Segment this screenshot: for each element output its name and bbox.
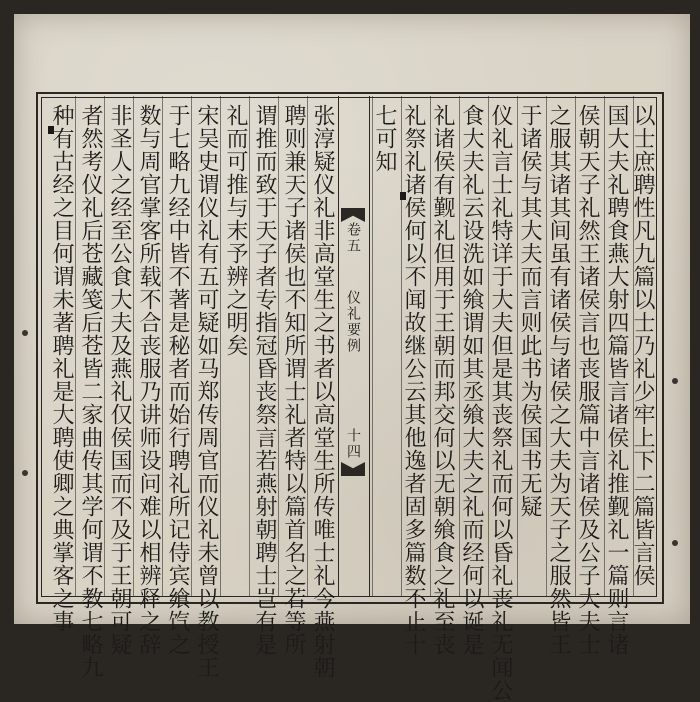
text-column: 礼而可推与末予辨之明矣 [223,104,248,357]
text-column: 七可知 [372,104,397,173]
text-column: 张淳疑仪礼非高堂生之书者以高堂生所传唯士礼今燕射朝 [310,104,335,679]
text-column: 之服其诸其间虽有诸侯与诸侯之大夫为天子之服然皆王 [546,104,571,656]
column-rule [278,96,279,596]
page-number: 十四 [345,428,361,460]
text-column: 国大夫礼聘食燕大射四篇皆言诸侯礼推觐礼一篇则言诸 [604,104,629,656]
chapter-title: 仪礼要例 [345,290,361,354]
column-rule [220,96,221,596]
column-rule [249,96,250,596]
text-column: 非圣人之经至公食大夫及燕礼仅侯国而不及于王朝可疑 [107,104,132,656]
text-column: 者然考仪礼后苍藏笺后苍皆二家曲传其学何谓不教七略九 [78,104,103,679]
text-column: 于七略九经中皆不著是秘者而始行聘礼所记侍宾飨饩之 [165,104,190,656]
text-column: 于诸侯与其大夫而言则此书为侯国书无疑 [517,104,542,518]
text-column: 数与周官掌客所载不合丧服乃讲师设问难以相辨释之辞 [136,104,161,656]
binding-hole [672,540,678,546]
text-column: 种有古经之目何谓未著聘礼是大聘使卿之典掌客之事 [49,104,74,633]
column-rule [307,96,308,596]
column-rule [162,96,163,596]
binding-hole [22,470,28,476]
text-column: 礼祭礼诸侯何以不闻故继公云其他逸者固多篇数不止十 [401,104,426,656]
volume-title: 卷五 [345,222,361,254]
text-column: 食大夫礼云设洗如飨谓如其丞飨大夫之礼而经何以诞是 [459,104,484,656]
text-column: 谓推而致于天子者专指冠昏丧祭言若燕射朝聘士岂有是 [252,104,277,656]
text-column: 侯朝天子礼然王诸侯言也丧服篇中言诸侯及公子大夫士 [575,104,600,656]
column-rule [191,96,192,596]
column-rule [75,96,76,596]
text-column: 以士庶聘性凡九篇以士乃礼少牢上下二篇皆言侯 [630,104,655,587]
text-column: 聘则兼天子诸侯也不知所谓士礼者特以篇首名之若等所 [281,104,306,656]
column-rule [104,96,105,596]
binding-hole [672,378,678,384]
text-column: 礼诸侯有觐礼但用于王朝而邦交何以无朝飨食之礼至丧 [430,104,455,656]
text-column: 宋吴史谓仪礼有五可疑如马郑传周官而仪礼未曾以教授王 [194,104,219,679]
text-column: 仪礼言士礼特详于大夫但是其丧祭礼而何以昏礼丧礼无闻公 [488,104,513,702]
binding-hole [22,330,28,336]
column-rule [133,96,134,596]
